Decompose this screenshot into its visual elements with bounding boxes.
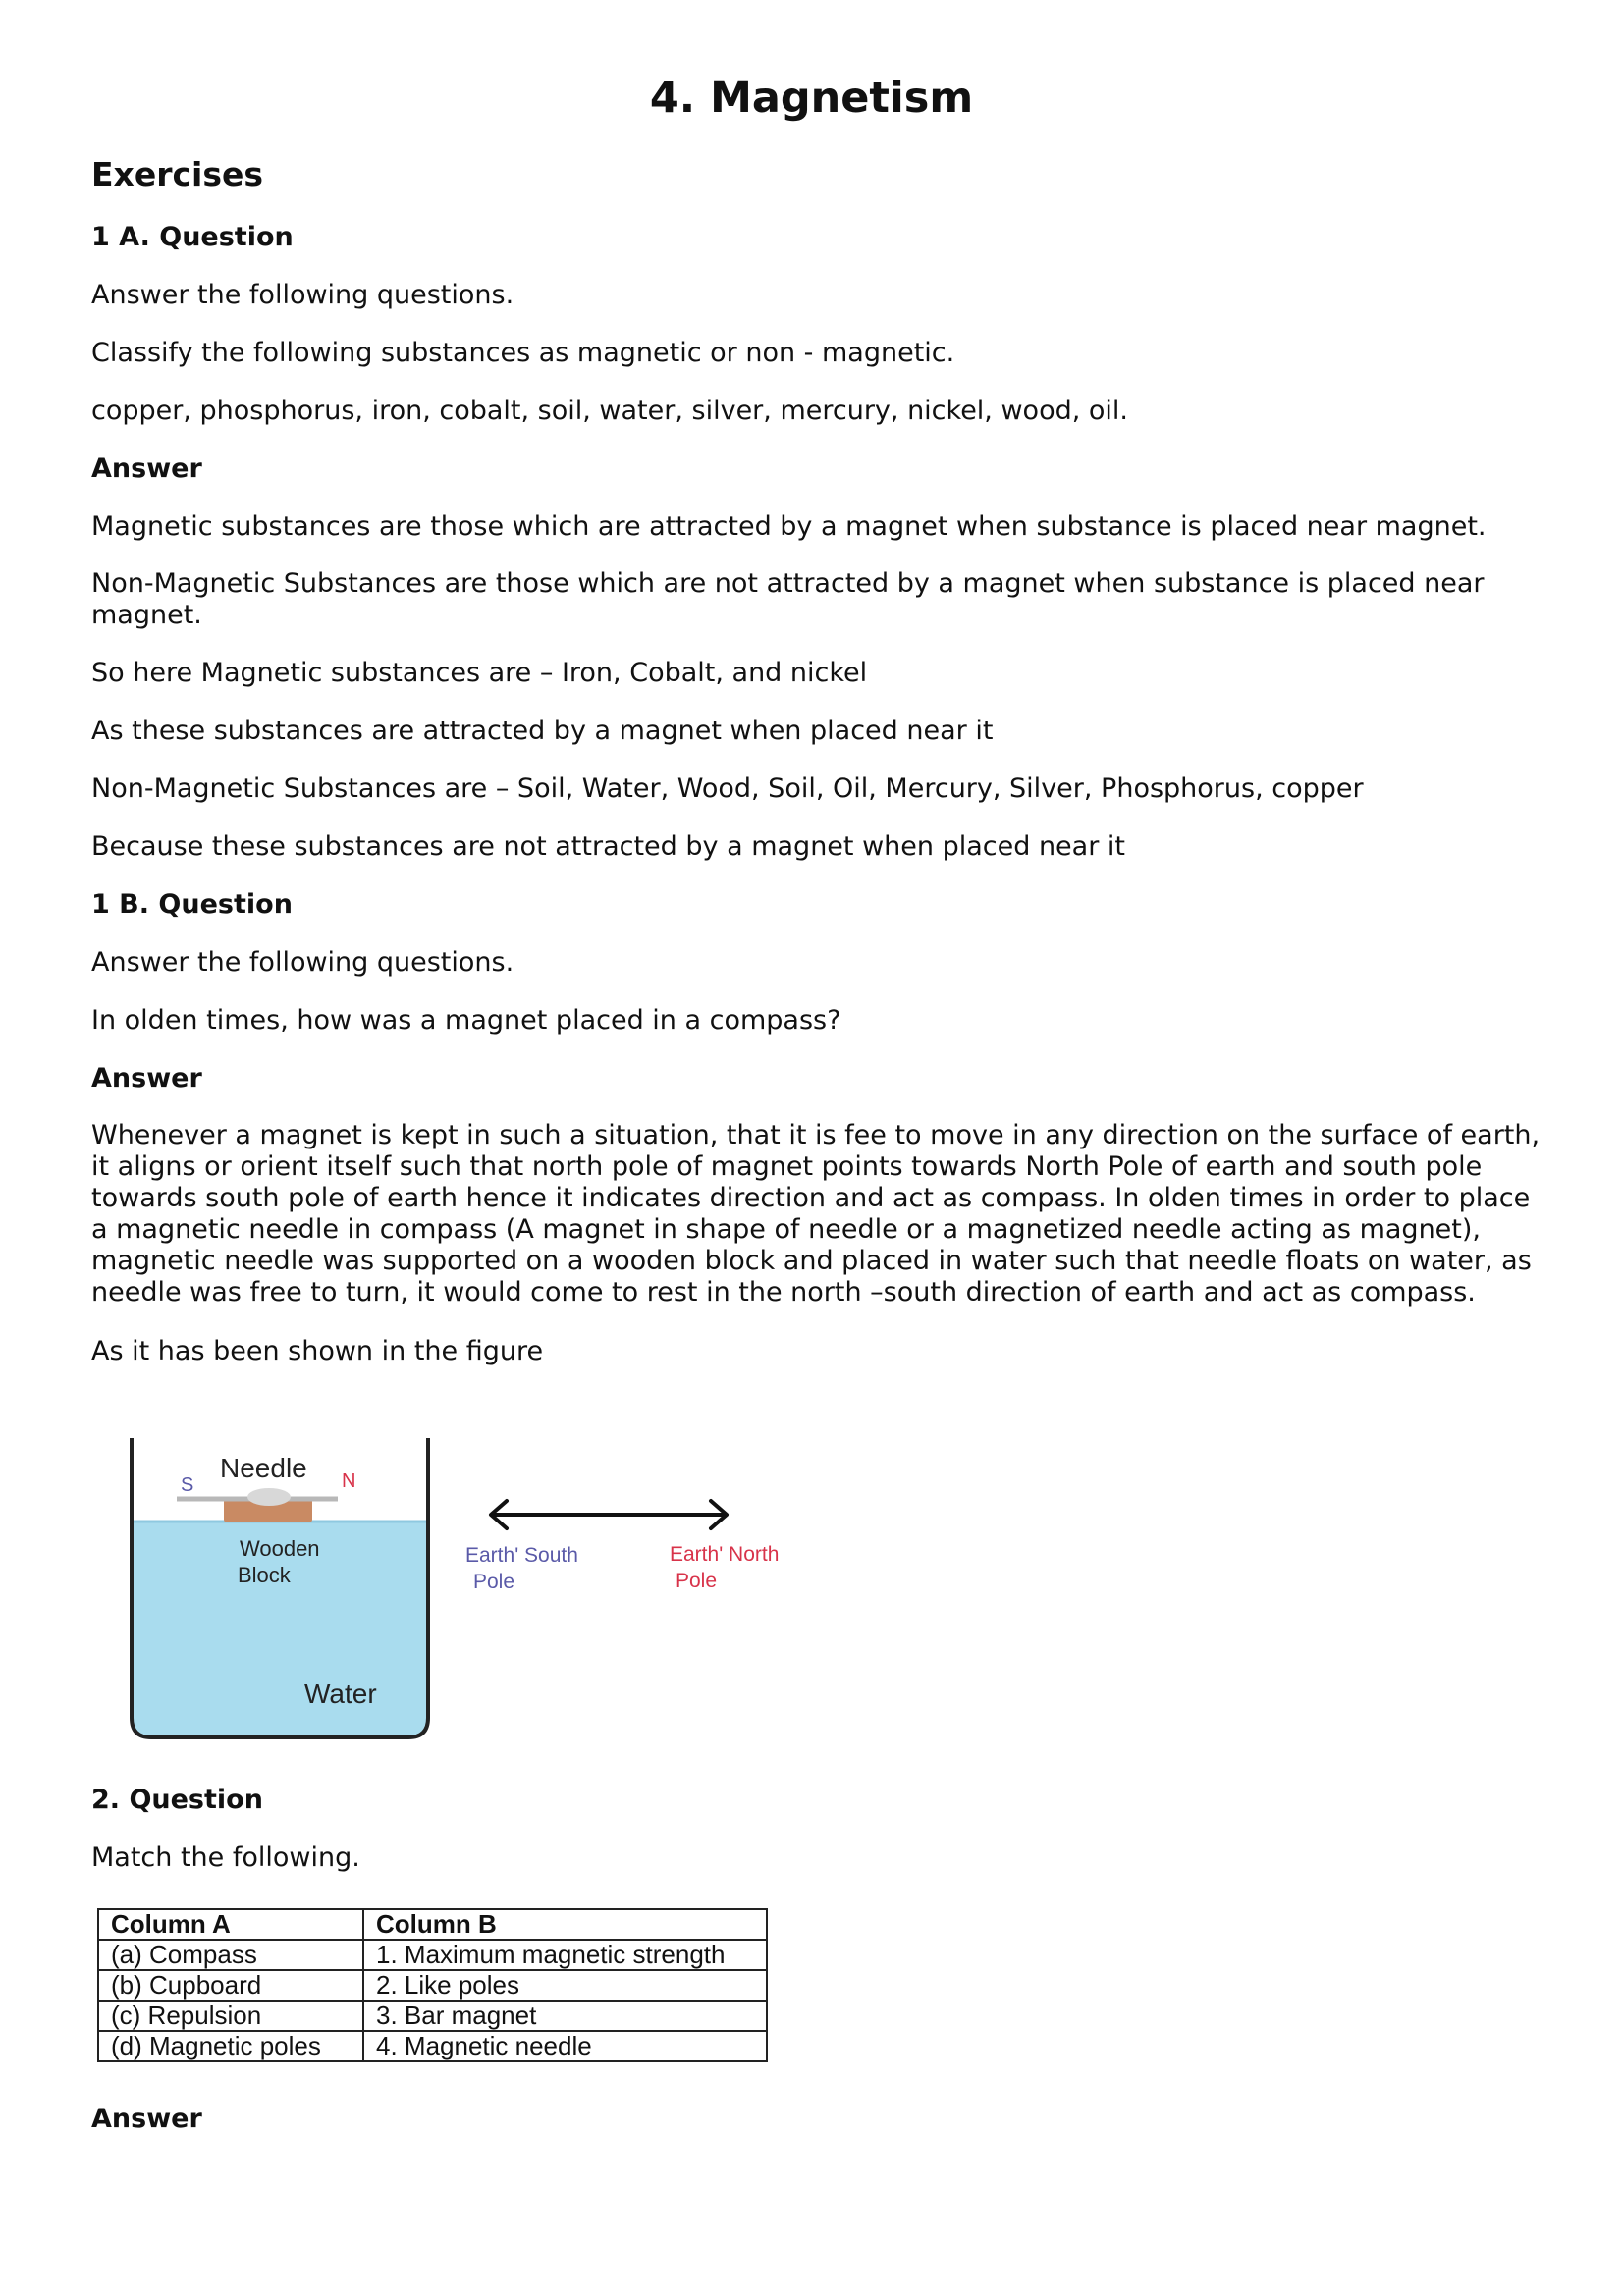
table-cell: (a) Compass <box>98 1940 363 1970</box>
table-cell: 4. Magnetic needle <box>363 2031 767 2061</box>
table-cell: (d) Magnetic poles <box>98 2031 363 2061</box>
q1a-answer-para: As these substances are attracted by a magnet when placed near it <box>91 716 994 746</box>
water-label: Water <box>304 1679 377 1709</box>
table-row <box>98 2031 767 2061</box>
q1a-answer-para: So here Magnetic substances are – Iron, Cobalt, and nickel <box>91 658 868 688</box>
q1b-answer-heading: Answer <box>91 1063 202 1094</box>
q2-answer-heading: Answer <box>91 2104 202 2134</box>
q1a-answer-heading: Answer <box>91 454 202 484</box>
q1a-instruction: Answer the following questions. <box>91 280 514 310</box>
south-pole-marker: S <box>181 1474 194 1496</box>
table-header-row <box>98 1909 767 1940</box>
direction-arrow <box>491 1501 727 1528</box>
table-row <box>98 1940 767 1970</box>
needle-pivot <box>247 1488 291 1506</box>
q1a-answer-para: Magnetic substances are those which are attracted by a magnet when substance is placed near magnet. <box>91 511 1487 542</box>
earth-south-label: Pole <box>473 1571 515 1593</box>
compass-figure <box>118 1428 825 1752</box>
column-a-header: Column A <box>98 1909 363 1940</box>
match-table <box>97 1908 768 2062</box>
needle-label: Needle <box>220 1453 307 1483</box>
q2-instruction: Match the following. <box>91 1842 360 1873</box>
table-row <box>98 1970 767 2001</box>
figure-caption: As it has been shown in the figure <box>91 1336 544 1366</box>
page-title: 4. Magnetism <box>649 74 974 123</box>
q1b-question: In olden times, how was a magnet placed in a compass? <box>91 1005 841 1036</box>
table-cell: 2. Like poles <box>363 1970 767 2001</box>
table-cell: 1. Maximum magnetic strength <box>363 1940 767 1970</box>
q1b-heading: 1 B. Question <box>91 889 293 920</box>
q1b-instruction: Answer the following questions. <box>91 947 514 978</box>
table-cell: 3. Bar magnet <box>363 2001 767 2031</box>
table-cell: (b) Cupboard <box>98 1970 363 2001</box>
column-b-header: Column B <box>363 1909 767 1940</box>
north-pole-marker: N <box>342 1470 356 1492</box>
q1b-answer-para: Whenever a magnet is kept in such a situation, that it is fee to move in any direction on the surface of earth, it aligns or orient itself such that north pole of magnet points towards North Pole of earth and south pole towards south pole of earth hence it indicates direction and act as compass. In olden times in order to place a magnetic needle in compass (A magnet in shape of needle or a magnetized needle acting as magnet), magnetic needle was supported on a wooden block and placed in water such that needle floats on water, as needle was free to turn, it would come to rest in the north –south direction of earth and act as compass. <box>91 1120 1541 1308</box>
block-label: Block <box>238 1563 291 1587</box>
q2-heading: 2. Question <box>91 1785 263 1815</box>
earth-south-label: Earth' South <box>465 1544 578 1567</box>
table-cell: (c) Repulsion <box>98 2001 363 2031</box>
q1a-heading: 1 A. Question <box>91 222 294 252</box>
q1a-question: Classify the following substances as magnetic or non - magnetic. <box>91 338 955 368</box>
earth-north-label: Pole <box>676 1570 718 1592</box>
q1a-answer-para: Because these substances are not attracted by a magnet when placed near it <box>91 831 1125 862</box>
q1a-answer-para: Non-Magnetic Substances are those which are not attracted by a magnet when substance is placed near magnet. <box>91 568 1485 630</box>
block-label: Wooden <box>240 1536 320 1561</box>
table-row <box>98 2001 767 2031</box>
section-heading: Exercises <box>91 155 264 193</box>
q1a-items: copper, phosphorus, iron, cobalt, soil, water, silver, mercury, nickel, wood, oil. <box>91 396 1129 426</box>
q1a-answer-para: Non-Magnetic Substances are – Soil, Water, Wood, Soil, Oil, Mercury, Silver, Phosphorus, copper <box>91 774 1364 804</box>
earth-north-label: Earth' North <box>670 1543 780 1566</box>
